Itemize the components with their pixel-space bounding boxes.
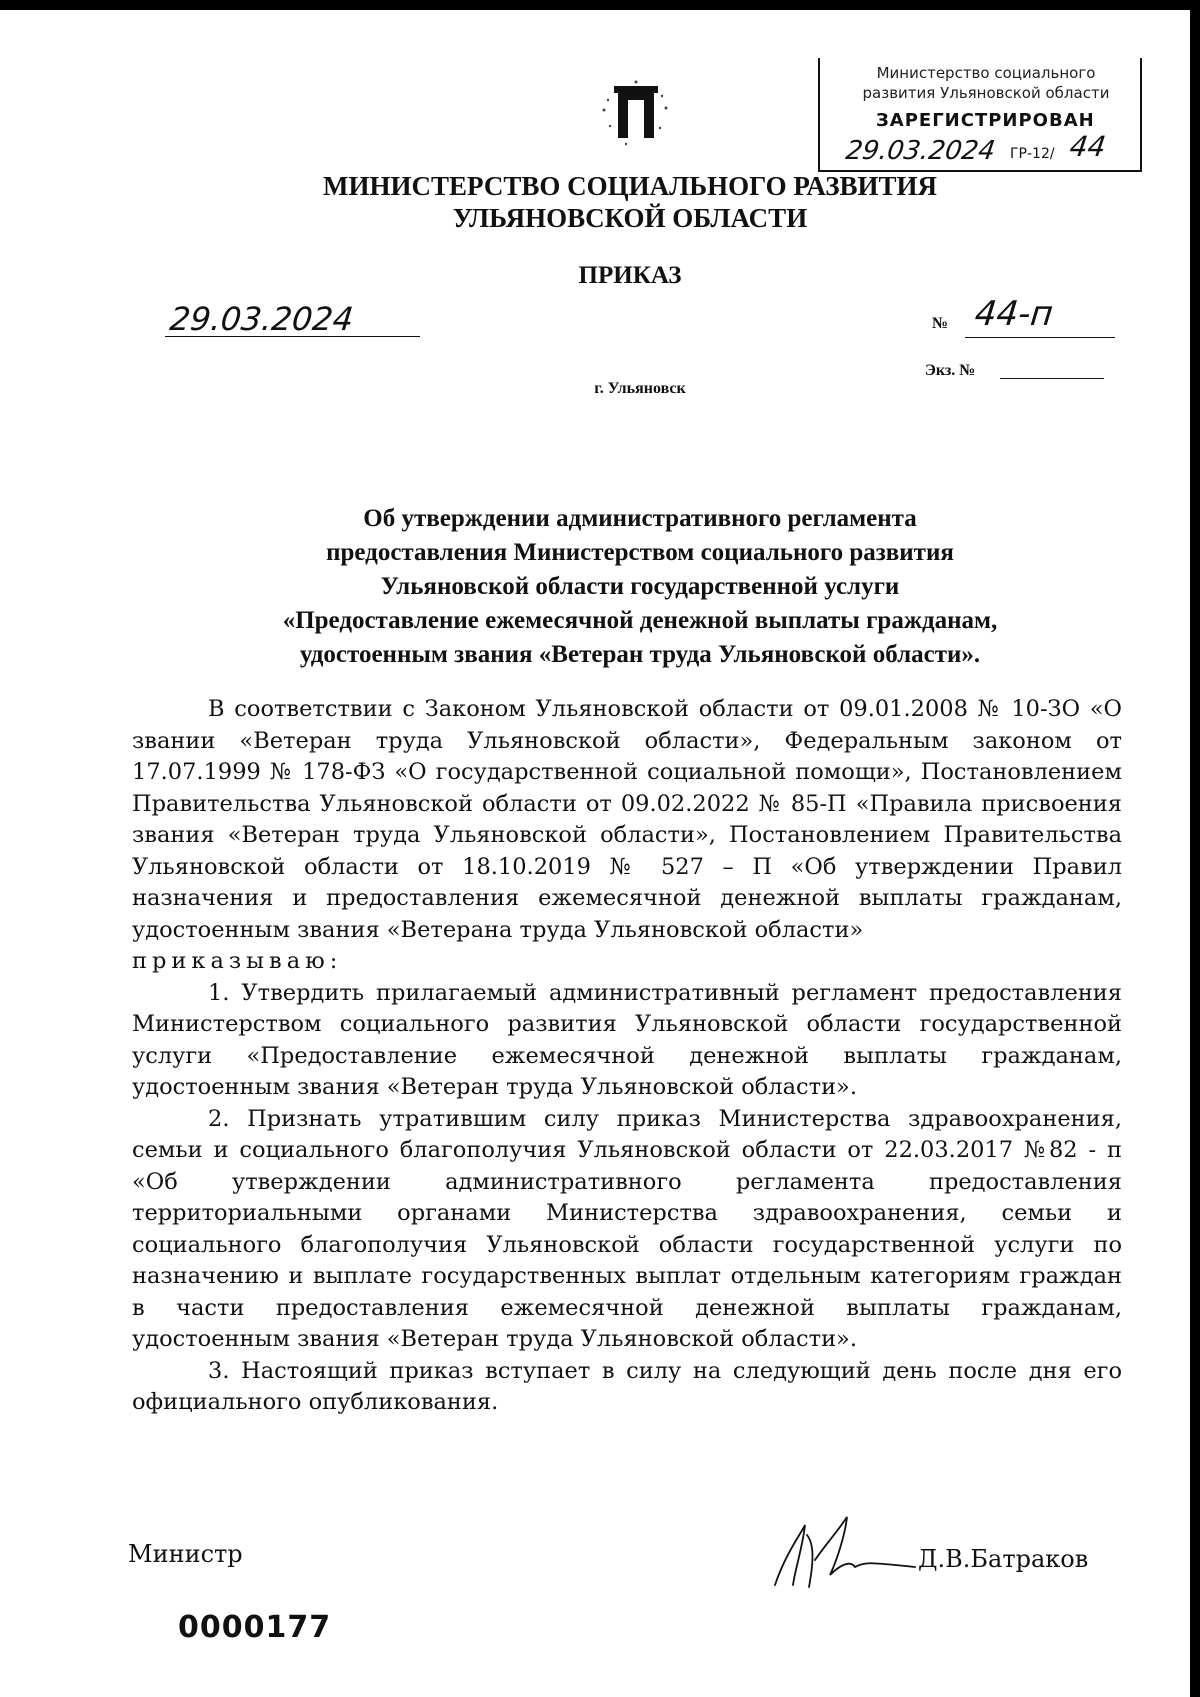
signer-name: Д.В.Батраков	[918, 1545, 1089, 1573]
registration-stamp	[818, 58, 1142, 172]
stamp-code: ГР-12/	[1010, 146, 1055, 162]
subject-line-2: предоставления Министерством социального развития	[326, 539, 954, 566]
item-3: 3. Настоящий приказ вступает в силу на следующий день после дня его официального опубликования.	[132, 1357, 1122, 1415]
stamp-status: ЗАРЕГИСТРИРОВАН	[876, 110, 1095, 131]
subject-line-1: Об утверждении административного регламента	[363, 505, 917, 532]
stamp-date: 29.03.2024	[843, 136, 997, 166]
order-date: 29.03.2024	[168, 300, 356, 338]
serial-number: 0000177	[178, 1610, 332, 1645]
item-2: 2. Признать утратившим силу приказ Министерства здравоохранения, семьи и социального благополучия Ульяновской области от 22.03.2017 №82 - п «Об утверждении административного регламента предоставления территориальными органами Министерства здравоохранения, семьи и социального благополучия Ульяновской области государственной услуги по назначению и выплате государственных выплат отдельным категориям граждан в части предоставления ежемесячной денежной выплаты гражданам, удостоенным звания «Ветеран труда Ульяновской области».	[132, 1105, 1122, 1352]
stamp-line-2: развития Ульяновской области	[862, 84, 1110, 102]
stamp-line-1: Министерство социального	[876, 64, 1096, 82]
date-underline	[165, 336, 420, 337]
ministry-line-1: МИНИСТЕРСТВО СОЦИАЛЬНОГО РАЗВИТИЯ	[323, 171, 937, 201]
order-number: 44-п	[972, 294, 1055, 334]
item-1: 1. Утвердить прилагаемый административный регламент предоставления Министерством социального развития Ульяновской области государственной услуги «Предоставление ежемесячной денежной выплаты гражданам, удостоенным звания «Ветеран труда Ульяновской области».	[132, 979, 1122, 1100]
coat-of-arms-icon	[596, 78, 676, 150]
document-type: ПРИКАЗ	[578, 262, 682, 289]
copy-underline	[1000, 378, 1104, 379]
subject-line-3: Ульяновской области государственной услуги	[380, 573, 900, 600]
number-underline	[965, 337, 1115, 338]
order-subject	[200, 502, 1080, 672]
signature-icon	[755, 1505, 925, 1595]
city: г. Ульяновск	[594, 380, 686, 397]
order-word: приказываю:	[132, 948, 343, 974]
subject-line-5: удостоенным звания «Ветеран труда Ульяновской области».	[299, 641, 981, 668]
subject-line-4: «Предоставление ежемесячной денежной выплаты гражданам,	[282, 607, 998, 634]
preamble: В соответствии с Законом Ульяновской области от 09.01.2008 № 10-ЗО «О звании «Ветеран труда Ульяновской области», Федеральным законом от 17.07.1999 № 178-ФЗ «О государственной социальной помощи», Постановлением Правительства Ульяновской области от 09.02.2022 № 85-П «Правила присвоения звания «Ветеран труда Ульяновской области», Постановлением Правительства Ульяновской области от 18.10.2019 № 527 – П «Об утверждении Правил назначения и предоставления ежемесячной денежной выплаты гражданам, удостоенным звания «Ветерана труда Ульяновской области»	[132, 696, 1122, 943]
order-body	[132, 694, 1122, 1419]
stamp-number: 44	[1067, 130, 1108, 163]
signer-position: Министр	[128, 1540, 243, 1568]
scan-right-edge	[1190, 0, 1200, 1697]
ministry-line-2: УЛЬЯНОВСКОЙ ОБЛАСТИ	[452, 203, 808, 233]
copy-label: Экз. №	[925, 362, 976, 379]
number-label: №	[932, 315, 949, 332]
scan-top-edge	[0, 0, 1200, 10]
ministry-name	[300, 170, 960, 234]
